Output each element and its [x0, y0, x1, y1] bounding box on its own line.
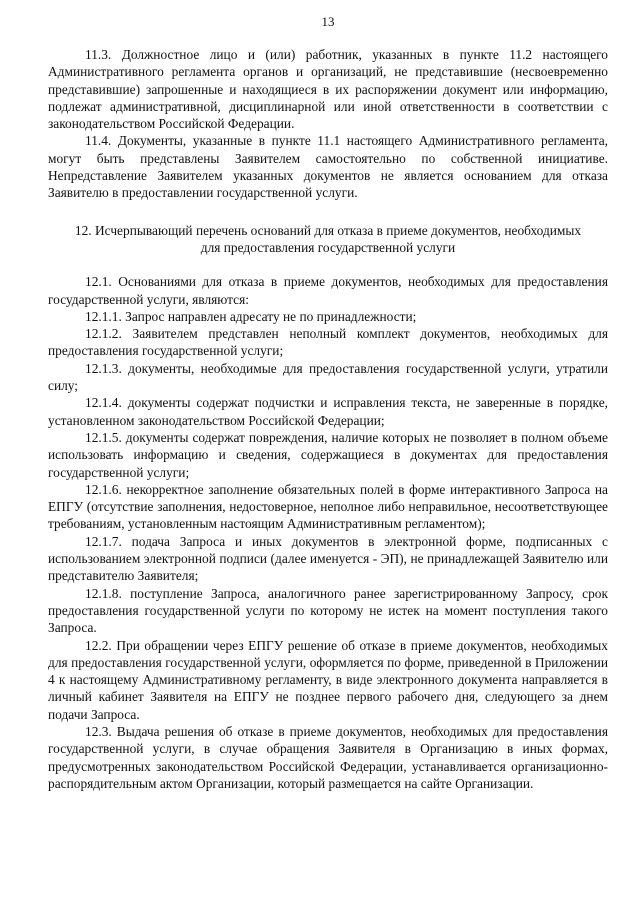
- paragraph-12-1-4: 12.1.4. документы содержат подчистки и исправления текста, не заверенные в порядке, установленном законодательством Российской Федерации;: [48, 395, 608, 428]
- paragraph-12-1: 12.1. Основаниями для отказа в приеме документов, необходимых для предоставления государственной услуги, являются:: [48, 274, 608, 307]
- page-number: 13: [321, 14, 335, 29]
- paragraph-12-1-2: 12.1.2. Заявителем представлен неполный комплект документов, необходимых для предоставления государственной услуги;: [48, 326, 608, 359]
- paragraph-12-1-7: 12.1.7. подача Запроса и иных документов в электронной форме, подписанных с использованием электронной подписи (далее именуется - ЭП), не принадлежащей Заявителю или представителю Заявителя;: [48, 533, 608, 584]
- paragraph-12-1-6: 12.1.6. некорректное заполнение обязательных полей в форме интерактивного Запроса на ЕПГУ (отсутствие заполнения, недостоверное, неполное либо неправильное, несоответствующее требованиям, установленным настоящим Административным регламентом);: [48, 481, 608, 532]
- document-page: [48, 14, 608, 792]
- paragraph-12-1-5: 12.1.5. документы содержат повреждения, наличие которых не позволяет в полном объеме использовать информацию и сведения, содержащиеся в документах для предоставления государственной услуги;: [48, 429, 608, 480]
- section-title: 12. Исчерпывающий перечень оснований для отказа в приеме документов, необходимых для предоставления государственной услуги: [74, 222, 582, 255]
- paragraph-12-1-3: 12.1.3. документы, необходимые для предоставления государственной услуги, утратили силу;: [48, 360, 608, 394]
- paragraph-12-3: 12.3. Выдача решения об отказе в приеме документов, необходимых для предоставления государственной услуги, в случае обращения Заявителя в Организацию в иных формах, предусмотренных законодательством Российской Федерации, устанавливается организационно-распорядительным актом Организации, который размещается на сайте Организации.: [48, 723, 608, 791]
- paragraph-12-1-8: 12.1.8. поступление Запроса, аналогичного ранее зарегистрированному Запросу, срок предоставления государственной услуги по которому не истек на момент поступления такого Запроса.: [48, 585, 608, 636]
- paragraph-11-4: 11.4. Документы, указанные в пункте 11.1 настоящего Административного регламента, могут быть представлены Заявителем самостоятельно по собственной инициативе. Непредставление Заявителем указанных документов не является основанием для отказа Заявителю в предоставлении государственной услуги.: [48, 133, 608, 201]
- paragraph-12-2: 12.2. При обращении через ЕПГУ решение об отказе в приеме документов, необходимых для предоставления государственной услуги, оформляется по форме, приведенной в Приложении 4 к настоящему Административному регламенту, в виде электронного документа направляется в личный кабинет Заявителя на ЕПГУ не позднее первого рабочего дня, следующего за днем подачи Запроса.: [48, 637, 608, 722]
- paragraph-12-1-1: 12.1.1. Запрос направлен адресату не по принадлежности;: [85, 308, 417, 324]
- paragraph-11-3: 11.3. Должностное лицо и (или) работник, указанных в пункте 11.2 настоящего Административного регламента органов и организаций, не представившие (несвоевременно представившие) запрошенные и находящиеся в их распоряжении документ или информацию, подлежат административной, дисциплинарной или иной ответственности в соответствии с законодательством Российской Федерации.: [48, 47, 608, 132]
